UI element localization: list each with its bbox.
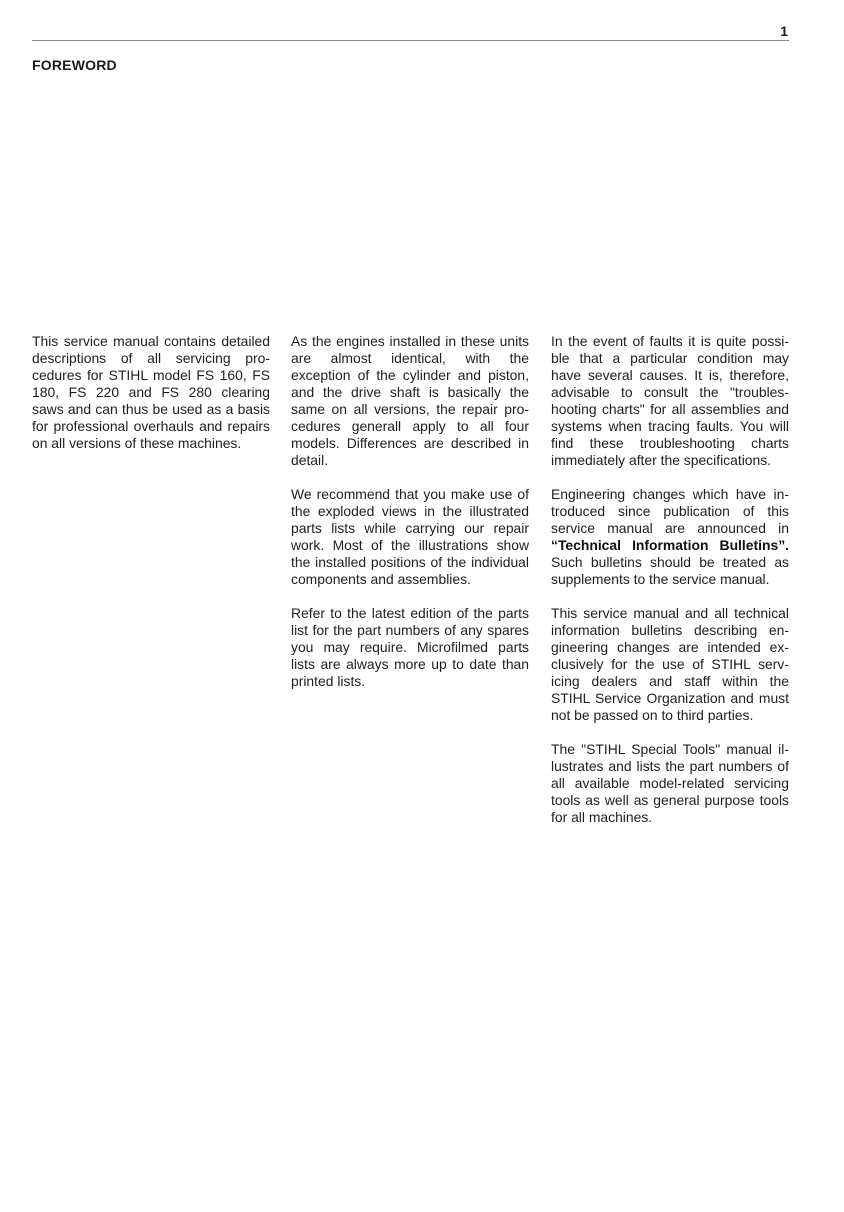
engines-paragraph: As the engines installed in these units are almost identical, with the exception of the cylinder and piston, and the drive shaft is basically the same on all versions, the repair procedures generall apply to all four models. Differences are described in detail. [291, 333, 529, 468]
column-right [551, 333, 789, 843]
engineering-text-before: Engineering changes which have introduced since publication of this service manual are announced in [551, 486, 789, 536]
faults-paragraph: In the event of faults it is quite possible that a particular condition may have several causes. It is, therefore, advisable to consult the "troubleshooting charts" for all assemblies and systems when tracing faults. You will find these troubleshooting charts immediately after the specifications. [551, 333, 789, 468]
special-tools-paragraph: The "STIHL Special Tools" manual illustrates and lists the part numbers of all available model-related servicing tools as well as general purpose tools for all machines. [551, 741, 789, 825]
header-rule [32, 40, 789, 41]
section-title: FOREWORD [32, 57, 117, 73]
engineering-text-after: Such bulletins should be treated as supplements to the service manual. [551, 554, 789, 587]
confidentiality-paragraph: This service manual and all technical information bulletins describing engineering changes are intended exclusively for the use of STIHL servicing dealers and staff within the STIHL Service Organization and must not be passed on to third parties. [551, 605, 789, 723]
page-number: 1 [780, 23, 788, 39]
column-left [32, 333, 270, 469]
column-middle [291, 333, 529, 707]
parts-list-paragraph: Refer to the latest edition of the parts list for the part numbers of any spares you may require. Microfilmed parts lists are always more up to date than printed lists. [291, 605, 529, 689]
exploded-views-paragraph: We recommend that you make use of the exploded views in the illustrated parts lists while carrying our repair work. Most of the illustrations show the installed positions of the individual components and assemblies. [291, 486, 529, 587]
technical-bulletins-term: “Technical Information Bulletins”. [551, 537, 789, 553]
engineering-changes-paragraph [551, 486, 789, 588]
intro-paragraph: This service manual contains detailed descriptions of all servicing procedures for STIHL model FS 160, FS 180, FS 220 and FS 280 clearing saws and can thus be used as a basis for professional overhauls and repairs on all versions of these machines. [32, 333, 270, 451]
